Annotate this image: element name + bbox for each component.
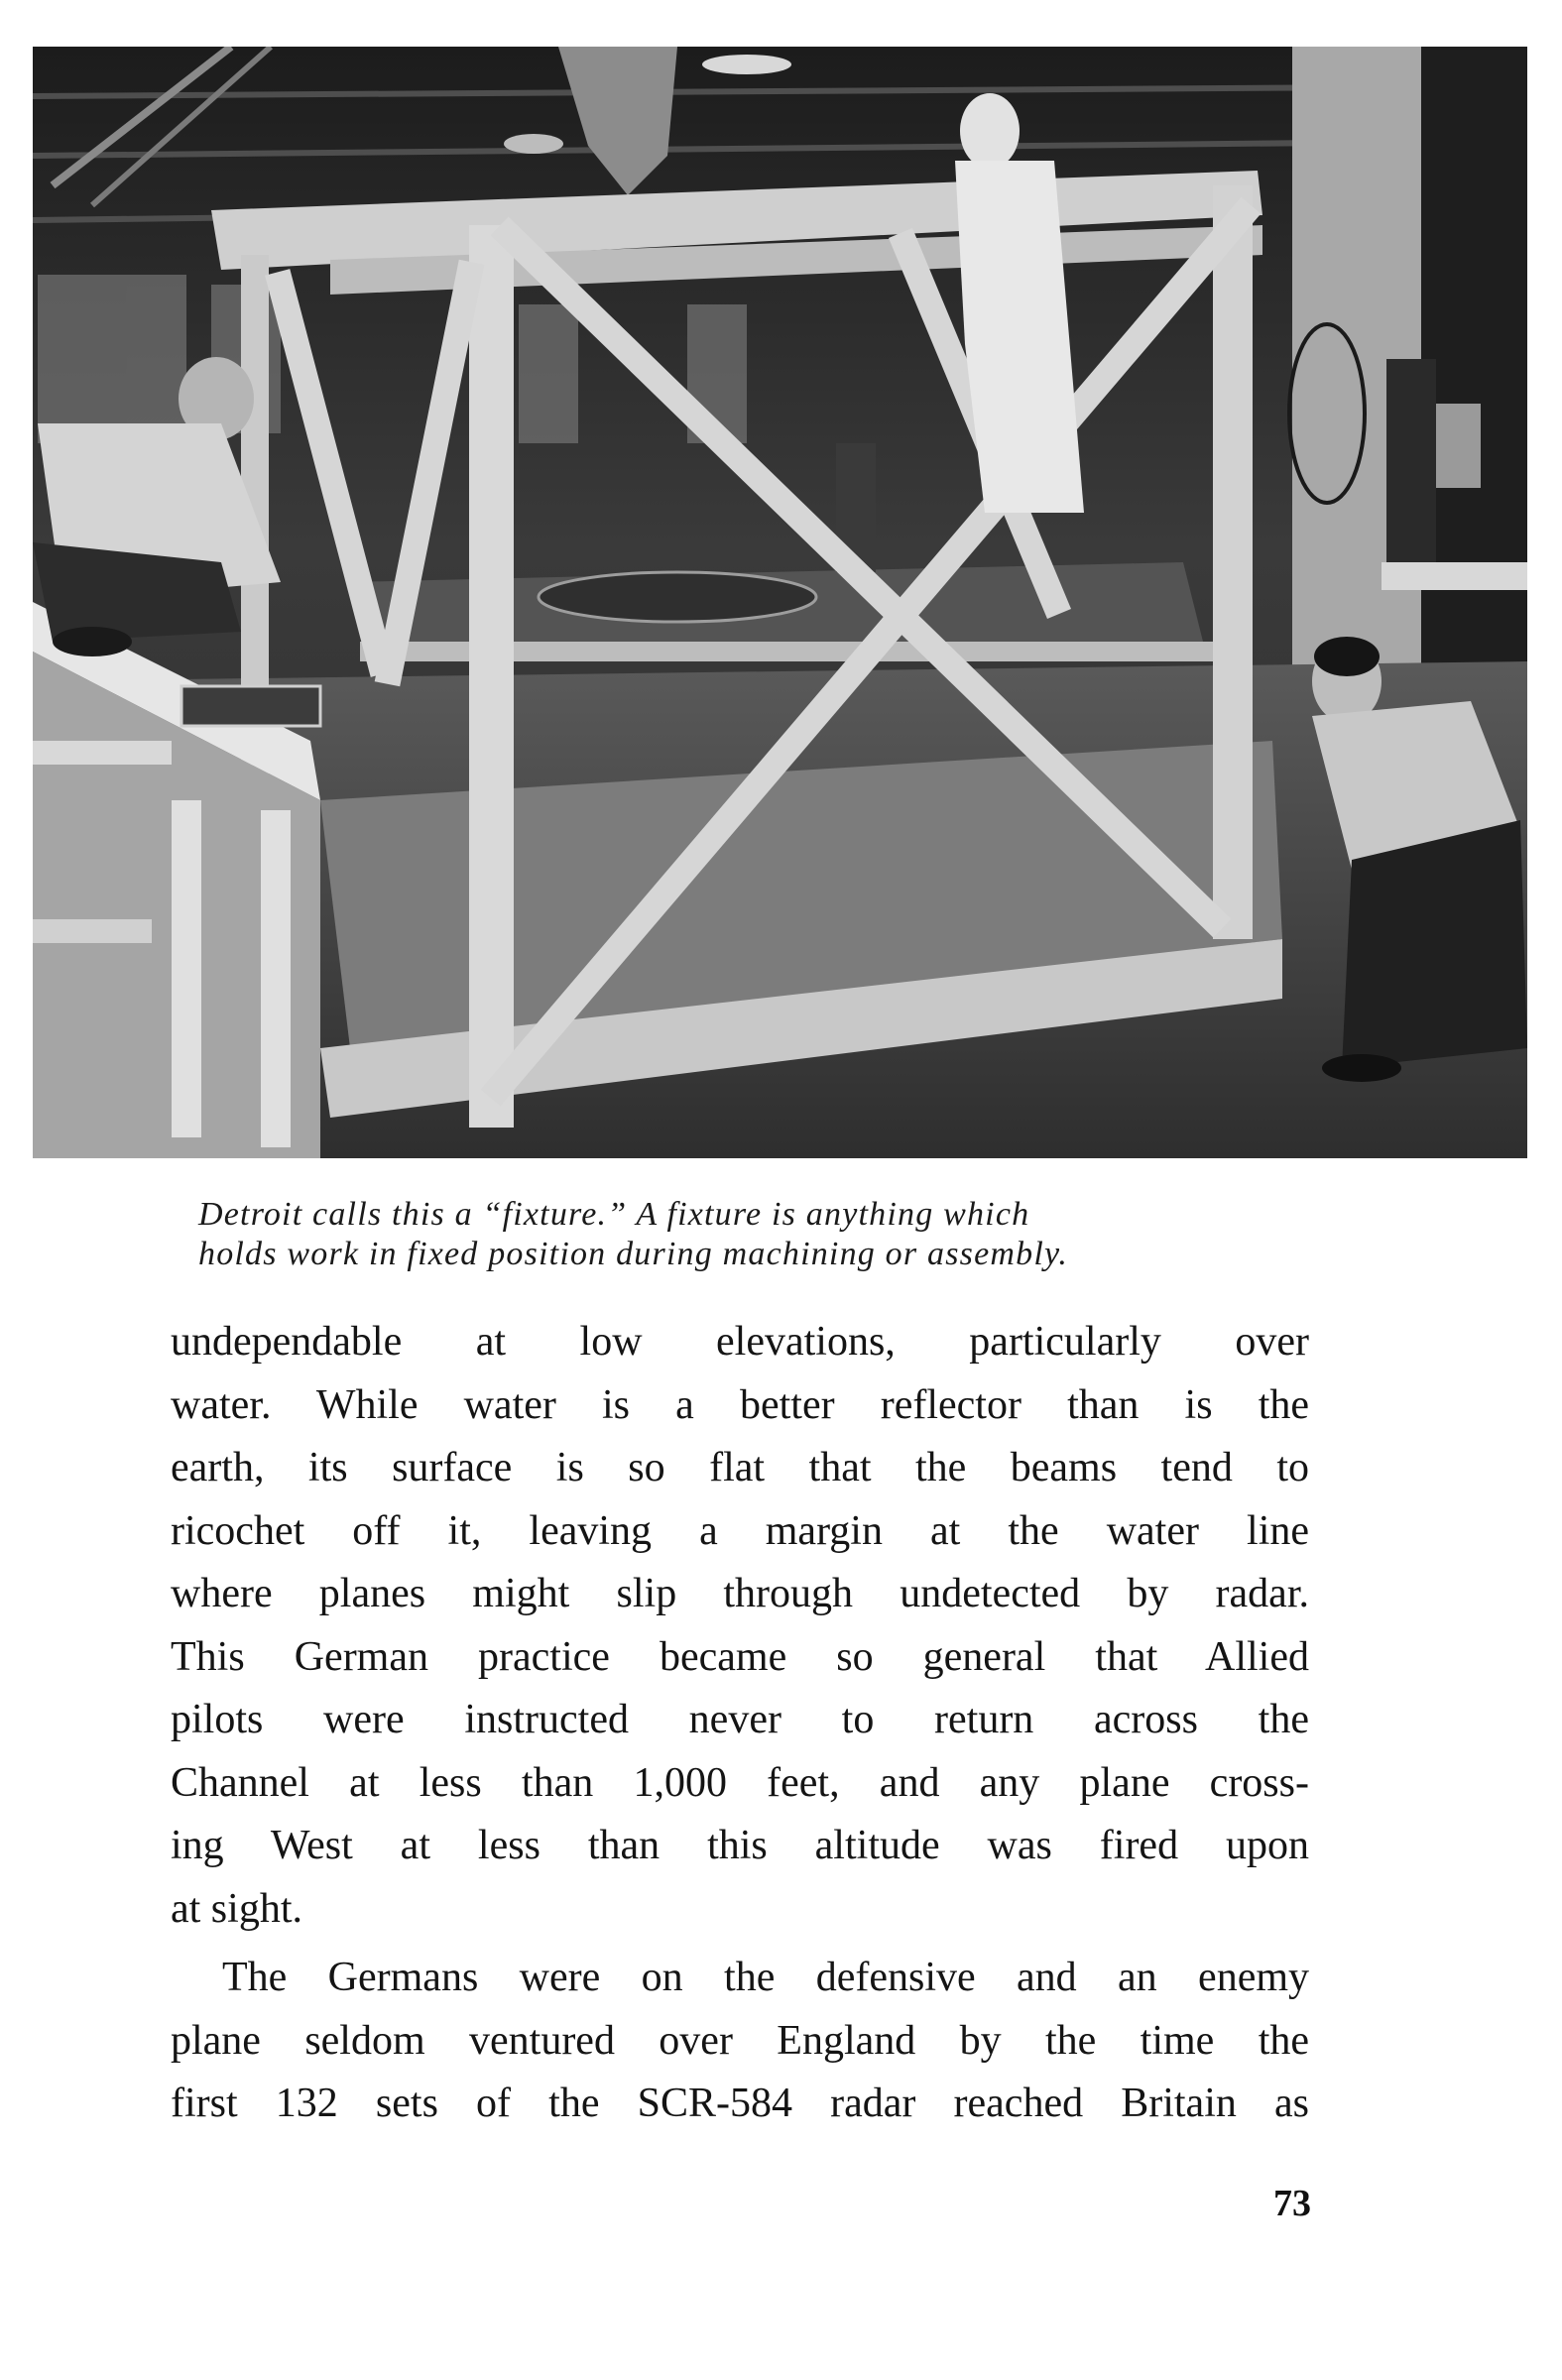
text-line: undependable at low elevations, particularly over [171,1319,1309,1365]
fixture-ring [539,572,816,622]
text-line: earth, its surface is so flat that the beams tend to [171,1445,1309,1490]
tool-tray [181,686,320,726]
text-line: at sight. [171,1885,302,1932]
text-line: water. While water is a better reflector than is the [171,1381,1309,1428]
factory-fixture-photo [33,47,1527,1158]
body-text [171,1311,1309,2136]
text-line: plane seldom ventured over England by the time the [171,2017,1309,2064]
bench-leg [261,810,291,1147]
photo-caption [198,1195,1339,1274]
electric-box [1386,359,1436,577]
page-number: 73 [1273,2183,1311,2224]
bench-leg [172,800,201,1137]
caption-line: holds work in fixed position during machining or assembly. [198,1236,1069,1272]
right-workbench [1382,562,1527,590]
text-line: pilots were instructed never to return across the [171,1697,1309,1742]
text-line: ing West at less than this altitude was fired upon [171,1823,1309,1868]
text-line: where planes might slip through undetected by radar. [171,1571,1309,1616]
text-line: This German practice became so general that Allied [171,1633,1309,1680]
paragraph [171,1311,1309,1941]
bench-shelf [33,919,152,943]
text-line: first 132 sets of the SCR-584 radar reached Britain as [171,2081,1309,2126]
fixture-post [1213,185,1253,939]
text-line: The Germans were on the defensive and an enemy [222,1955,1309,2000]
text-line: Channel at less than 1,000 feet, and any plane cross- [171,1759,1309,1806]
text-line: ricochet off it, leaving a margin at the water line [171,1507,1309,1554]
caption-line: Detroit calls this a “fixture.” A fixture is anything which [198,1196,1030,1233]
photo-illustration [33,47,1527,1158]
paragraph [171,1947,1309,2136]
ceiling-lamp [702,55,791,74]
fixture-post [469,225,514,1128]
bench-shelf [33,741,172,765]
ceiling-lamp [504,134,563,154]
